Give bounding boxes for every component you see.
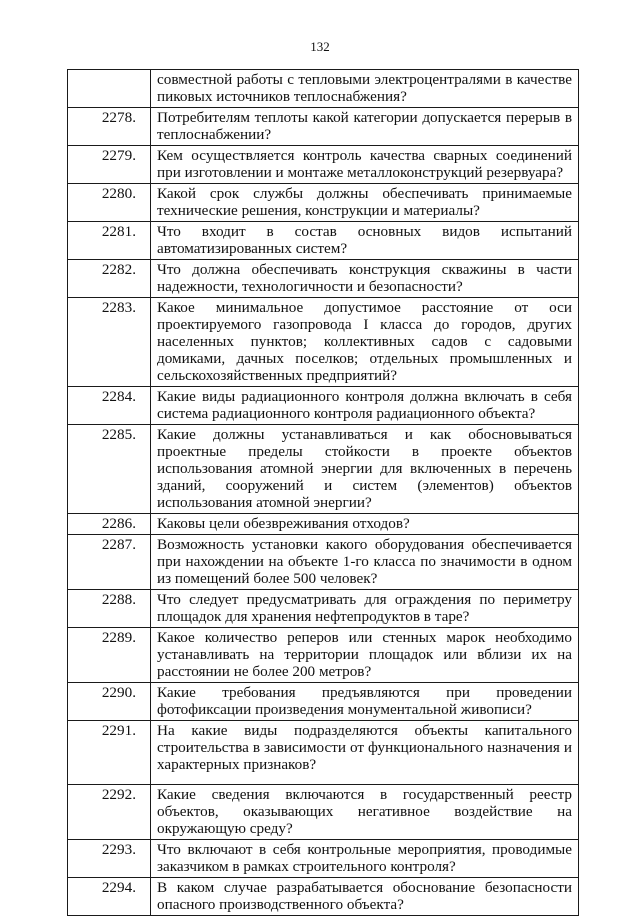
table-row (68, 590, 579, 628)
question-text: Какие сведения включаются в государственный реестр объектов, оказывающих негативное воздействие на окружающую среду? (151, 785, 579, 840)
question-number: 2293. (68, 840, 151, 878)
question-number: 2278. (68, 108, 151, 146)
question-text: Какое минимальное допустимое расстояние от оси проектируемого газопровода I класса до городов, других населенных пунктов; коллективных садов с садовыми домиками, дачных поселков; отдельных промышленных и сельскохозяйственных предприятий? (151, 298, 579, 387)
question-text: Каковы цели обезвреживания отходов? (151, 514, 579, 535)
table-row (68, 222, 579, 260)
question-number: 2290. (68, 683, 151, 721)
question-number: 2289. (68, 628, 151, 683)
question-text: В каком случае разрабатывается обоснование безопасности опасного производственного объекта? (151, 878, 579, 916)
question-text: Потребителям теплоты какой категории допускается перерыв в теплоснабжении? (151, 108, 579, 146)
question-number: 2294. (68, 878, 151, 916)
table-row (68, 721, 579, 785)
question-number: 2282. (68, 260, 151, 298)
table-row (68, 878, 579, 916)
question-number: 2287. (68, 535, 151, 590)
question-text: Какой срок службы должны обеспечивать принимаемые технические решения, конструкции и материалы? (151, 184, 579, 222)
question-text: Что должна обеспечивать конструкция скважины в части надежности, технологичности и безопасности? (151, 260, 579, 298)
question-number: 2284. (68, 387, 151, 425)
question-text: Какие требования предъявляются при проведении фотофиксации произведения монументальной живописи? (151, 683, 579, 721)
table-row (68, 70, 579, 108)
question-number: 2286. (68, 514, 151, 535)
question-text: Что следует предусматривать для ограждения по периметру площадок для хранения нефтепродуктов в таре? (151, 590, 579, 628)
table-row (68, 260, 579, 298)
question-text: Возможность установки какого оборудования обеспечивается при нахождении на объекте 1-го класса по значимости в одном из помещений более 500 человек? (151, 535, 579, 590)
question-number: 2279. (68, 146, 151, 184)
question-number: 2285. (68, 425, 151, 514)
question-number: 2292. (68, 785, 151, 840)
table-row (68, 514, 579, 535)
table-row (68, 146, 579, 184)
table-row (68, 785, 579, 840)
question-text: Какое количество реперов или стенных марок необходимо устанавливать на территории площадок или вблизи их на расстоянии не более 200 метров? (151, 628, 579, 683)
question-text: совместной работы с тепловыми электроцентралями в качестве пиковых источников теплоснабжения? (151, 70, 579, 108)
table-row (68, 425, 579, 514)
question-text: На какие виды подразделяются объекты капитального строительства в зависимости от функционального назначения и характерных признаков? (151, 721, 579, 785)
question-number: 2291. (68, 721, 151, 785)
question-number (68, 70, 151, 108)
question-number: 2281. (68, 222, 151, 260)
question-text: Что входит в состав основных видов испытаний автоматизированных систем? (151, 222, 579, 260)
table-row (68, 628, 579, 683)
table-row (68, 683, 579, 721)
question-text: Кем осуществляется контроль качества сварных соединений при изготовлении и монтаже металлоконструкций резервуара? (151, 146, 579, 184)
question-text: Какие должны устанавливаться и как обосновываться проектные пределы стойкости в проекте объектов использования атомной энергии для включенных в перечень зданий, сооружений и систем (элементов) объектов использования атомной энергии? (151, 425, 579, 514)
table-row (68, 840, 579, 878)
question-number: 2280. (68, 184, 151, 222)
table-row (68, 298, 579, 387)
page-number: 132 (310, 39, 330, 54)
table-row (68, 184, 579, 222)
question-number: 2288. (68, 590, 151, 628)
question-number: 2283. (68, 298, 151, 387)
question-text: Что включают в себя контрольные мероприятия, проводимые заказчиком в рамках строительного контроля? (151, 840, 579, 878)
question-text: Какие виды радиационного контроля должна включать в себя система радиационного контроля радиационного объекта? (151, 387, 579, 425)
table-row (68, 108, 579, 146)
questions-table (67, 69, 579, 916)
table-row (68, 387, 579, 425)
table-row (68, 535, 579, 590)
